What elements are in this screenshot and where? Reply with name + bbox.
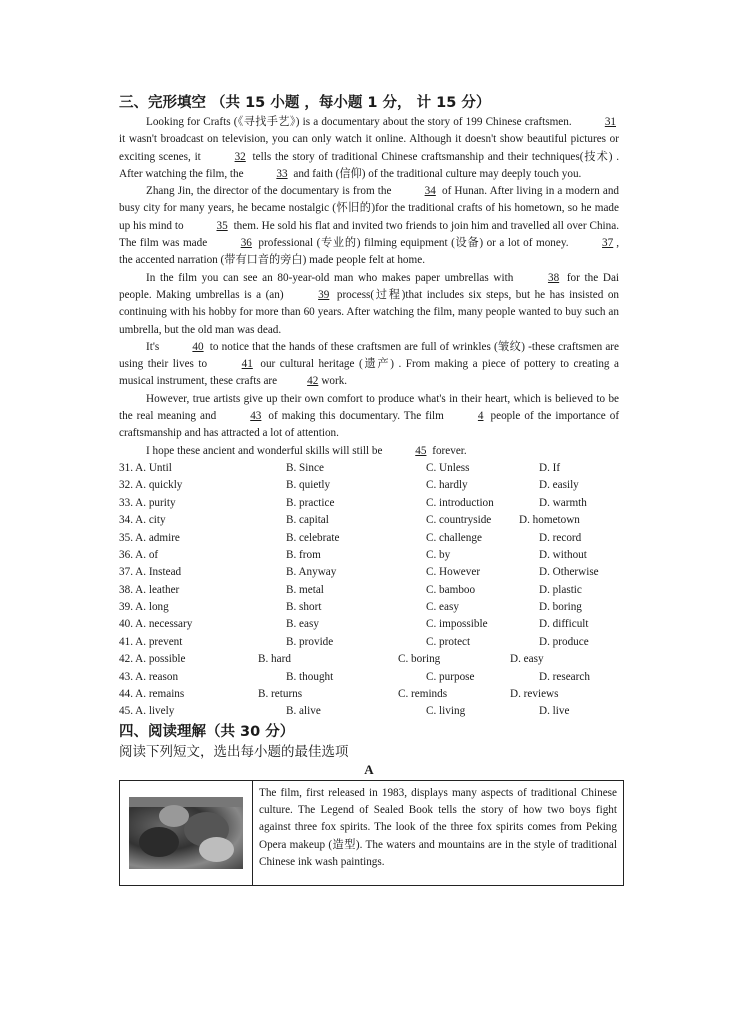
option-a: 41. A. prevent xyxy=(119,635,183,648)
option-c: C. bamboo xyxy=(426,583,476,596)
blank-33: 33 xyxy=(276,167,288,180)
blank-43: 43 xyxy=(250,410,262,423)
option-d: D. boring xyxy=(539,601,582,614)
passage-image-cell xyxy=(120,781,253,885)
blank-44: 4 xyxy=(477,410,484,423)
option-b: B. alive xyxy=(286,705,321,718)
cloze-paragraph-4 xyxy=(119,339,619,391)
passage-a-text: The film, first released in 1983, displays many aspects of traditional Chinese culture. The Legend of Sealed Book tells the story of how two boys fight against three fox spirits. The look of the three fox spirits comes from Peking Opera makeup (造型). The waters and mountains are in the style of traditional Chinese ink wash paintings. xyxy=(259,786,617,868)
option-a: 37. A. Instead xyxy=(119,566,182,579)
option-d: D. without xyxy=(539,548,587,561)
option-d: D. record xyxy=(539,531,582,544)
option-c: C. by xyxy=(426,548,451,561)
option-a: 35. A. admire xyxy=(119,531,180,544)
option-row-35 xyxy=(119,530,619,547)
worksheet-page xyxy=(119,92,619,886)
option-b: B. practice xyxy=(286,496,335,509)
option-c: C. introduction xyxy=(426,496,494,509)
option-d: D. produce xyxy=(539,635,589,648)
paragraph-text: Looking for Crafts (《寻找手艺》) is a documentary about the story of 199 Chinese craftsmen. xyxy=(146,116,572,128)
option-a: 39. A. long xyxy=(119,601,169,614)
option-row-44 xyxy=(119,686,619,703)
paragraph-text: tells the story of traditional Chinese craftsmanship and their techniques(技术) . After watching the film, the xyxy=(119,150,620,180)
blank-45: 45 xyxy=(415,444,427,457)
option-row-31 xyxy=(119,460,619,477)
reading-instruction: 阅读下列短文，选出每小题的最佳选项 xyxy=(119,743,349,760)
option-b: B. short xyxy=(286,601,322,614)
blank-39: 39 xyxy=(318,288,330,301)
option-c: C. hardly xyxy=(426,479,468,492)
option-a: 33. A. purity xyxy=(119,496,176,509)
paragraph-text: people of the importance of craftsmanship and has attracted a lot of attention. xyxy=(119,410,620,440)
option-a: 32. A. quickly xyxy=(119,479,183,492)
paragraph-text: for the Dai people. Making umbrellas is a (an) xyxy=(119,271,620,301)
paragraph-text: work. xyxy=(321,375,348,388)
option-c: C. countryside xyxy=(426,514,492,527)
option-d: D. easily xyxy=(539,479,579,492)
option-row-36 xyxy=(119,547,619,564)
option-c: C. boring xyxy=(398,653,441,666)
paragraph-text: I hope these ancient and wonderful skills will still be xyxy=(146,444,383,457)
blank-34: 34 xyxy=(424,185,436,198)
option-b: B. easy xyxy=(286,618,319,631)
blank-32: 32 xyxy=(234,150,246,163)
option-b: B. provide xyxy=(286,635,334,648)
option-d: D. warmth xyxy=(539,496,587,509)
option-b: B. from xyxy=(286,548,321,561)
option-c: C. purpose xyxy=(426,670,475,683)
option-a: 42. A. possible xyxy=(119,653,186,666)
paragraph-text: , the accented narration (带有口音的旁白) made people felt at home. xyxy=(119,237,620,267)
blank-37: 37 xyxy=(602,237,614,250)
option-b: B. Since xyxy=(286,461,324,474)
option-d: D. research xyxy=(539,670,590,683)
paragraph-text: of making this documentary. The film xyxy=(268,410,444,423)
option-d: D. easy xyxy=(510,653,544,666)
option-row-38 xyxy=(119,582,619,599)
option-row-42 xyxy=(119,651,619,668)
blank-40: 40 xyxy=(192,340,204,353)
answer-options-list xyxy=(119,460,619,721)
option-a: 43. A. reason xyxy=(119,670,179,683)
passage-a-box xyxy=(119,780,624,886)
cloze-paragraph-3 xyxy=(119,270,619,339)
blank-38: 38 xyxy=(547,271,560,284)
option-d: D. Otherwise xyxy=(539,566,599,579)
option-c: C. challenge xyxy=(426,531,482,544)
paragraph-text: it wasn't broadcast on television, you can only watch it online. Although it doesn't show beautiful pictures or exciting scenes, it xyxy=(119,133,619,163)
blank-41: 41 xyxy=(241,358,253,371)
option-a: 31. A. Until xyxy=(119,461,172,474)
option-c: C. easy xyxy=(426,601,459,614)
option-a: 38. A. leather xyxy=(119,583,180,596)
paragraph-text: and faith (信仰) of the traditional culture may deeply touch you. xyxy=(293,167,582,180)
option-d: D. live xyxy=(539,705,570,718)
option-row-41 xyxy=(119,634,619,651)
option-d: D. reviews xyxy=(510,688,559,701)
paragraph-text: professional (专业的) filming equipment (设备) or a lot of money. xyxy=(258,237,569,250)
paragraph-text: forever. xyxy=(432,444,467,457)
option-a: 36. A. of xyxy=(119,548,159,561)
option-row-45 xyxy=(119,703,619,720)
paragraph-text: process(过程)that includes six steps, but he has insisted on continuing with his hobby for more than 60 years. After watching the film, many people wanted to buy such an umbrella, but the old man was dead. xyxy=(119,288,620,336)
cloze-paragraph-2 xyxy=(119,183,619,269)
option-d: D. If xyxy=(539,461,561,474)
cloze-paragraph-6 xyxy=(119,443,619,460)
cloze-paragraph-5 xyxy=(119,391,619,443)
cloze-section-title: 三、完形填空 （共 15 小题 ，每小题 1 分， 计 15 分） xyxy=(119,95,491,111)
option-b: B. hard xyxy=(258,653,291,666)
option-a: 40. A. necessary xyxy=(119,618,193,631)
option-row-39 xyxy=(119,599,619,616)
option-row-43 xyxy=(119,669,619,686)
option-row-33 xyxy=(119,495,619,512)
option-c: C. impossible xyxy=(426,618,488,631)
option-row-40 xyxy=(119,616,619,633)
option-d: D. difficult xyxy=(539,618,589,631)
paragraph-text: However, true artists give up their own comfort to produce what's in their heart, which is believed to be the real meaning and xyxy=(119,392,619,423)
option-c: C. living xyxy=(426,705,466,718)
blank-36: 36 xyxy=(240,237,252,250)
blank-31: 31 xyxy=(604,116,616,128)
paragraph-text: to notice that the hands of these craftsmen are full of wrinkles (皱纹) -these craftsmen are using their lives to xyxy=(119,340,619,371)
option-d: D. hometown xyxy=(519,514,580,527)
passage-letter: A xyxy=(364,761,374,777)
option-c: C. However xyxy=(426,566,481,579)
option-b: B. capital xyxy=(286,514,329,527)
option-row-37 xyxy=(119,564,619,581)
option-b: B. returns xyxy=(258,688,303,701)
blank-35: 35 xyxy=(216,219,228,232)
paragraph-text: them. He sold his flat and invited two friends to join him and travelled all over China. The film was made xyxy=(119,219,620,250)
option-a: 44. A. remains xyxy=(119,688,185,701)
reading-section-title: 四、阅读理解（共 30 分） xyxy=(119,723,295,740)
option-b: B. metal xyxy=(286,583,324,596)
film-still-image xyxy=(129,797,243,869)
option-b: B. Anyway xyxy=(286,566,337,579)
option-a: 34. A. city xyxy=(119,514,166,527)
paragraph-text: In the film you can see an 80-year-old man who makes paper umbrellas with xyxy=(146,271,514,284)
cloze-paragraph-1 xyxy=(119,114,619,183)
option-c: C. protect xyxy=(426,635,471,648)
option-c: C. Unless xyxy=(426,461,470,474)
option-c: C. reminds xyxy=(398,688,448,701)
option-b: B. quietly xyxy=(286,479,331,492)
paragraph-text: of Hunan. After living in a modern and busy city for many years, he became nostalgic (怀旧的)for the traditional crafts of his hometown, so he made up his mind to xyxy=(119,185,620,232)
paragraph-text: It's xyxy=(146,340,160,353)
option-a: 45. A. lively xyxy=(119,705,175,718)
paragraph-text: Zhang Jin, the director of the documentary is from the xyxy=(146,185,392,198)
option-row-34 xyxy=(119,512,619,529)
option-row-32 xyxy=(119,477,619,494)
option-d: D. plastic xyxy=(539,583,582,596)
option-b: B. celebrate xyxy=(286,531,340,544)
option-b: B. thought xyxy=(286,670,334,683)
blank-42: 42 xyxy=(307,375,319,388)
paragraph-text: our cultural heritage (遗产) . From making a piece of pottery to creating a musical instrument, these crafts are xyxy=(119,358,619,388)
